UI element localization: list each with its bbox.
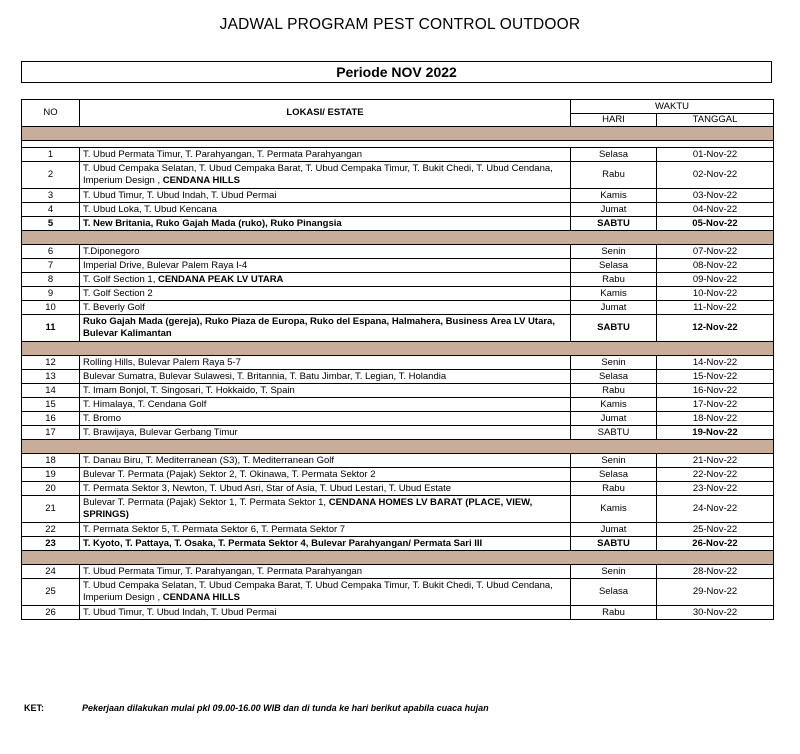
header-tanggal: TANGGAL	[657, 114, 774, 127]
row-location-text: Bulevar Sumatra, Bulevar Sulawesi, T. Britannia, T. Batu Jimbar, T. Legian, T. Holandia	[83, 370, 447, 382]
row-date-text: 02-Nov-22	[692, 169, 738, 180]
row-number-text: 24	[45, 565, 56, 577]
row-location	[80, 426, 571, 440]
row-number	[22, 287, 80, 301]
row-location	[80, 606, 571, 620]
row-date	[657, 356, 774, 370]
row-date-text: 26-Nov-22	[692, 537, 738, 549]
row-date	[657, 370, 774, 384]
row-date	[657, 537, 774, 551]
row-date-text: 15-Nov-22	[692, 370, 738, 382]
table-row	[22, 468, 774, 482]
row-number	[22, 496, 80, 523]
row-number	[22, 454, 80, 468]
row-location	[80, 203, 571, 217]
row-number	[22, 162, 80, 189]
ket-note: Pekerjaan dilakukan mulai pkl 09.00-16.00 WIB dan di tunda ke hari berikut apabila cuaca hujan	[82, 703, 489, 713]
week-separator-cell	[22, 231, 774, 245]
table-row	[22, 273, 774, 287]
row-number	[22, 189, 80, 203]
row-day	[571, 468, 657, 482]
row-date-text: 05-Nov-22	[692, 217, 738, 229]
row-day-text: SABTU	[597, 537, 630, 549]
row-date-text: 22-Nov-22	[692, 468, 738, 480]
row-location	[80, 384, 571, 398]
row-day-text: Rabu	[602, 273, 625, 285]
row-day-text: Kamis	[600, 503, 627, 514]
table-row	[22, 482, 774, 496]
row-location	[80, 301, 571, 315]
row-day-text: Jumat	[600, 301, 627, 313]
row-day-text: Rabu	[602, 482, 625, 494]
row-location	[80, 523, 571, 537]
row-location-text: T. Ubud Timur, T. Ubud Indah, T. Ubud Permai	[83, 606, 277, 618]
row-number	[22, 537, 80, 551]
row-location-text: T. Permata Sektor 5, T. Permata Sektor 6, T. Permata Sektor 7	[83, 523, 346, 535]
row-number	[22, 370, 80, 384]
row-date	[657, 203, 774, 217]
header-waktu: WAKTU	[571, 100, 774, 114]
row-number-text: 7	[47, 259, 54, 271]
row-location-text: T. Bromo	[83, 412, 122, 424]
row-location-text: T. Golf Section 2	[83, 287, 153, 299]
row-date-text: 08-Nov-22	[692, 259, 738, 271]
table-row	[22, 579, 774, 606]
row-location-highlight: CENDANA PEAK LV UTARA	[157, 273, 284, 285]
row-day	[571, 287, 657, 301]
table-row	[22, 356, 774, 370]
week-separator	[22, 342, 774, 356]
row-location-text: T. Kyoto, T. Pattaya, T. Osaka, T. Permata Sektor 4, Bulevar Parahyangan/ Permata Sari III	[83, 537, 483, 549]
table-row	[22, 301, 774, 315]
row-date-text: 01-Nov-22	[692, 148, 738, 160]
row-day-text: Rabu	[602, 606, 625, 618]
row-location	[80, 398, 571, 412]
row-day	[571, 426, 657, 440]
row-location-text: T. Ubud Permata Timur, T. Parahyangan, T. Permata Parahyangan	[83, 148, 362, 160]
row-date-text: 11-Nov-22	[693, 301, 737, 313]
row-day	[571, 579, 657, 606]
row-day-text: Selasa	[598, 148, 629, 160]
row-date	[657, 148, 774, 162]
row-day-text: Rabu	[602, 169, 625, 180]
periode-banner: Periode NOV 2022	[21, 61, 772, 83]
row-number-text: 25	[45, 586, 56, 597]
table-row	[22, 426, 774, 440]
row-day-text: Jumat	[600, 203, 627, 215]
week-separator-cell	[22, 127, 774, 141]
row-location	[80, 287, 571, 301]
row-day-text: Rabu	[602, 384, 625, 396]
row-date-text: 04-Nov-22	[692, 203, 738, 215]
row-location-text: T. New Britania, Ruko Gajah Mada (ruko), Ruko Pinangsia	[83, 217, 342, 229]
row-date	[657, 301, 774, 315]
spacer-cell	[22, 141, 774, 148]
row-number-text: 12	[45, 356, 56, 368]
table-row	[22, 565, 774, 579]
row-day-text: Selasa	[598, 586, 629, 597]
row-location	[80, 162, 571, 189]
row-location	[80, 565, 571, 579]
row-number	[22, 259, 80, 273]
row-number-text: 5	[47, 217, 54, 229]
table-row	[22, 537, 774, 551]
row-location	[80, 315, 571, 342]
row-number	[22, 412, 80, 426]
row-location	[80, 468, 571, 482]
row-day	[571, 482, 657, 496]
row-day	[571, 454, 657, 468]
row-number-text: 22	[45, 523, 56, 535]
row-number	[22, 273, 80, 287]
row-day-text: Kamis	[600, 287, 627, 299]
row-day	[571, 259, 657, 273]
row-location	[80, 537, 571, 551]
ket-label: KET:	[24, 703, 44, 713]
row-date-text: 09-Nov-22	[692, 273, 738, 285]
row-number	[22, 565, 80, 579]
spacer-row	[22, 141, 774, 148]
row-date	[657, 287, 774, 301]
row-number-text: 2	[47, 169, 54, 180]
row-date-text: 23-Nov-22	[692, 482, 738, 494]
row-location	[80, 273, 571, 287]
row-date	[657, 245, 774, 259]
table-row	[22, 398, 774, 412]
row-location	[80, 189, 571, 203]
row-location-text: T. Brawijaya, Bulevar Gerbang Timur	[83, 426, 238, 438]
table-row	[22, 384, 774, 398]
row-number	[22, 523, 80, 537]
row-day-text: Senin	[601, 245, 626, 257]
row-number-text: 17	[45, 426, 56, 438]
row-location-text: T. Golf Section 1,	[83, 273, 158, 285]
row-date	[657, 454, 774, 468]
row-date	[657, 217, 774, 231]
table-row	[22, 148, 774, 162]
header-no: NO	[22, 100, 80, 127]
row-number	[22, 384, 80, 398]
row-number	[22, 301, 80, 315]
row-location	[80, 454, 571, 468]
row-day-text: Selasa	[598, 370, 629, 382]
row-date-text: 24-Nov-22	[692, 503, 738, 514]
row-number	[22, 606, 80, 620]
row-location	[80, 259, 571, 273]
row-day	[571, 217, 657, 231]
row-location-text: T. Ubud Permata Timur, T. Parahyangan, T. Permata Parahyangan	[83, 565, 362, 577]
row-number	[22, 468, 80, 482]
table-row	[22, 496, 774, 523]
row-day-text: Senin	[601, 565, 626, 577]
table-row	[22, 189, 774, 203]
row-day	[571, 496, 657, 523]
row-location-text: T. Ubud Cempaka Selatan, T. Ubud Cempaka Barat, T. Ubud Cempaka Timur, T. Bukit Chedi, T. Ubud Cendana, Imperium Design ,	[83, 163, 553, 186]
row-date	[657, 412, 774, 426]
row-date-text: 17-Nov-22	[692, 398, 738, 410]
row-number-text: 8	[47, 273, 54, 285]
week-separator-cell	[22, 440, 774, 454]
row-date	[657, 565, 774, 579]
row-date	[657, 426, 774, 440]
row-number-text: 10	[45, 301, 56, 313]
row-day	[571, 523, 657, 537]
row-location-text: Bulevar T. Permata (Pajak) Sektor 1, T. Permata Sektor 1,	[83, 497, 329, 508]
row-location-highlight: CENDANA HILLS	[162, 175, 240, 186]
row-date	[657, 259, 774, 273]
row-location-text: Bulevar T. Permata (Pajak) Sektor 2, T. Okinawa, T. Permata Sektor 2	[83, 468, 376, 480]
row-date-text: 25-Nov-22	[692, 523, 738, 535]
row-location	[80, 412, 571, 426]
table-row	[22, 370, 774, 384]
row-number-text: 16	[45, 412, 56, 424]
row-date-text: 29-Nov-22	[692, 586, 738, 597]
row-number-text: 13	[45, 370, 56, 382]
row-date	[657, 523, 774, 537]
row-number	[22, 203, 80, 217]
row-number	[22, 148, 80, 162]
row-location-text: T. Himalaya, T. Cendana Golf	[83, 398, 207, 410]
row-date	[657, 189, 774, 203]
row-location	[80, 579, 571, 606]
row-date-text: 16-Nov-22	[692, 384, 738, 396]
header-hari: HARI	[571, 114, 657, 127]
row-location	[80, 482, 571, 496]
row-day-text: SABTU	[597, 217, 630, 229]
table-row	[22, 259, 774, 273]
row-date	[657, 398, 774, 412]
week-separator	[22, 231, 774, 245]
row-day-text: Kamis	[600, 398, 627, 410]
row-date-text: 03-Nov-22	[692, 189, 738, 201]
week-separator	[22, 440, 774, 454]
row-location-highlight: CENDANA HILLS	[162, 592, 240, 603]
row-location-text: T. Ubud Cempaka Selatan, T. Ubud Cempaka Barat, T. Ubud Cempaka Timur, T. Bukit Chedi, T. Ubud Cendana, Imperium Design ,	[83, 580, 553, 603]
row-number-text: 11	[45, 322, 56, 333]
row-number-text: 15	[45, 398, 56, 410]
row-day-text: SABTU	[597, 322, 630, 333]
row-number-text: 3	[47, 189, 54, 201]
row-location-text: T.Diponegoro	[83, 245, 140, 257]
row-date	[657, 606, 774, 620]
row-date	[657, 482, 774, 496]
table-row	[22, 315, 774, 342]
row-number-text: 23	[45, 537, 56, 549]
week-separator	[22, 127, 774, 141]
schedule-table	[21, 99, 774, 620]
table-row	[22, 217, 774, 231]
row-day-text: Jumat	[600, 412, 627, 424]
row-number-text: 20	[45, 482, 56, 494]
row-day-text: Senin	[601, 356, 626, 368]
row-day	[571, 606, 657, 620]
row-day	[571, 370, 657, 384]
row-location	[80, 496, 571, 523]
row-location	[80, 148, 571, 162]
row-location-text: Ruko Gajah Mada (gereja), Ruko Piaza de Europa, Ruko del Espana, Halmahera, Business Area LV Utara, Bulevar Kalimantan	[83, 316, 555, 339]
row-location-text: T. Ubud Loka, T. Ubud Kencana	[83, 203, 217, 215]
row-date-text: 28-Nov-22	[692, 565, 738, 577]
row-location-text: T. Beverly Golf	[83, 301, 145, 313]
row-date-text: 19-Nov-22	[692, 426, 738, 438]
row-day-text: Selasa	[598, 259, 629, 271]
row-date	[657, 315, 774, 342]
row-number-text: 14	[45, 384, 56, 396]
table-row	[22, 523, 774, 537]
table-row	[22, 412, 774, 426]
row-date-text: 30-Nov-22	[692, 606, 738, 618]
row-day-text: Senin	[601, 454, 626, 466]
row-day-text: SABTU	[597, 426, 630, 438]
week-separator-cell	[22, 342, 774, 356]
row-number	[22, 356, 80, 370]
row-location	[80, 217, 571, 231]
row-day	[571, 245, 657, 259]
row-number	[22, 426, 80, 440]
row-day-text: Kamis	[600, 189, 627, 201]
row-date	[657, 273, 774, 287]
row-day	[571, 356, 657, 370]
row-date-text: 21-Nov-22	[692, 454, 738, 466]
row-location-highlight: CENDANA HOMES LV BARAT (PLACE, VIEW, SPRINGS)	[83, 497, 533, 520]
row-number-text: 6	[47, 245, 54, 257]
row-number-text: 4	[47, 203, 54, 215]
row-day	[571, 537, 657, 551]
row-day	[571, 398, 657, 412]
row-number	[22, 315, 80, 342]
row-location-text: Rolling Hills, Bulevar Palem Raya 5-7	[83, 356, 241, 368]
row-date	[657, 468, 774, 482]
row-date-text: 10-Nov-22	[692, 287, 738, 299]
row-day	[571, 384, 657, 398]
header-lokasi: LOKASI/ ESTATE	[80, 100, 571, 127]
row-day-text: Jumat	[600, 523, 627, 535]
week-separator-cell	[22, 551, 774, 565]
row-date	[657, 384, 774, 398]
row-number-text: 21	[45, 503, 56, 514]
row-number-text: 26	[45, 606, 56, 618]
row-date-text: 18-Nov-22	[692, 412, 738, 424]
row-date-text: 12-Nov-22	[692, 322, 738, 333]
row-day	[571, 203, 657, 217]
row-day-text: Selasa	[598, 468, 629, 480]
table-row	[22, 287, 774, 301]
row-day	[571, 189, 657, 203]
row-day	[571, 273, 657, 287]
row-day	[571, 301, 657, 315]
row-number	[22, 579, 80, 606]
row-day	[571, 412, 657, 426]
row-number	[22, 482, 80, 496]
row-date	[657, 162, 774, 189]
row-location-text: T. Danau Biru, T. Mediterranean (S3), T. Mediterranean Golf	[83, 454, 334, 466]
row-number-text: 1	[47, 148, 54, 160]
row-location-text: T. Permata Sektor 3, Newton, T. Ubud Asri, Star of Asia, T. Ubud Lestari, T. Ubud Estate	[83, 482, 452, 494]
row-number-text: 18	[45, 454, 56, 466]
row-day	[571, 315, 657, 342]
page-title: JADWAL PROGRAM PEST CONTROL OUTDOOR	[219, 16, 581, 33]
row-date	[657, 496, 774, 523]
table-row	[22, 203, 774, 217]
table-row	[22, 606, 774, 620]
row-date-text: 07-Nov-22	[692, 245, 738, 257]
table-row	[22, 162, 774, 189]
row-date-text: 14-Nov-22	[692, 356, 738, 368]
row-day	[571, 148, 657, 162]
row-day	[571, 162, 657, 189]
row-date	[657, 579, 774, 606]
week-separator	[22, 551, 774, 565]
schedule-body	[22, 127, 774, 620]
row-number	[22, 217, 80, 231]
table-row	[22, 454, 774, 468]
row-location	[80, 370, 571, 384]
row-location-text: T. Imam Bonjol, T. Singosari, T. Hokkaido, T. Spain	[83, 384, 295, 396]
row-number-text: 9	[47, 287, 54, 299]
row-location	[80, 245, 571, 259]
row-day	[571, 565, 657, 579]
table-row	[22, 245, 774, 259]
row-number-text: 19	[45, 468, 56, 480]
row-number	[22, 245, 80, 259]
row-number	[22, 398, 80, 412]
row-location-text: T. Ubud Timur, T. Ubud Indah, T. Ubud Permai	[83, 189, 277, 201]
row-location	[80, 356, 571, 370]
row-location-text: Imperial Drive, Bulevar Palem Raya I-4	[83, 259, 248, 271]
